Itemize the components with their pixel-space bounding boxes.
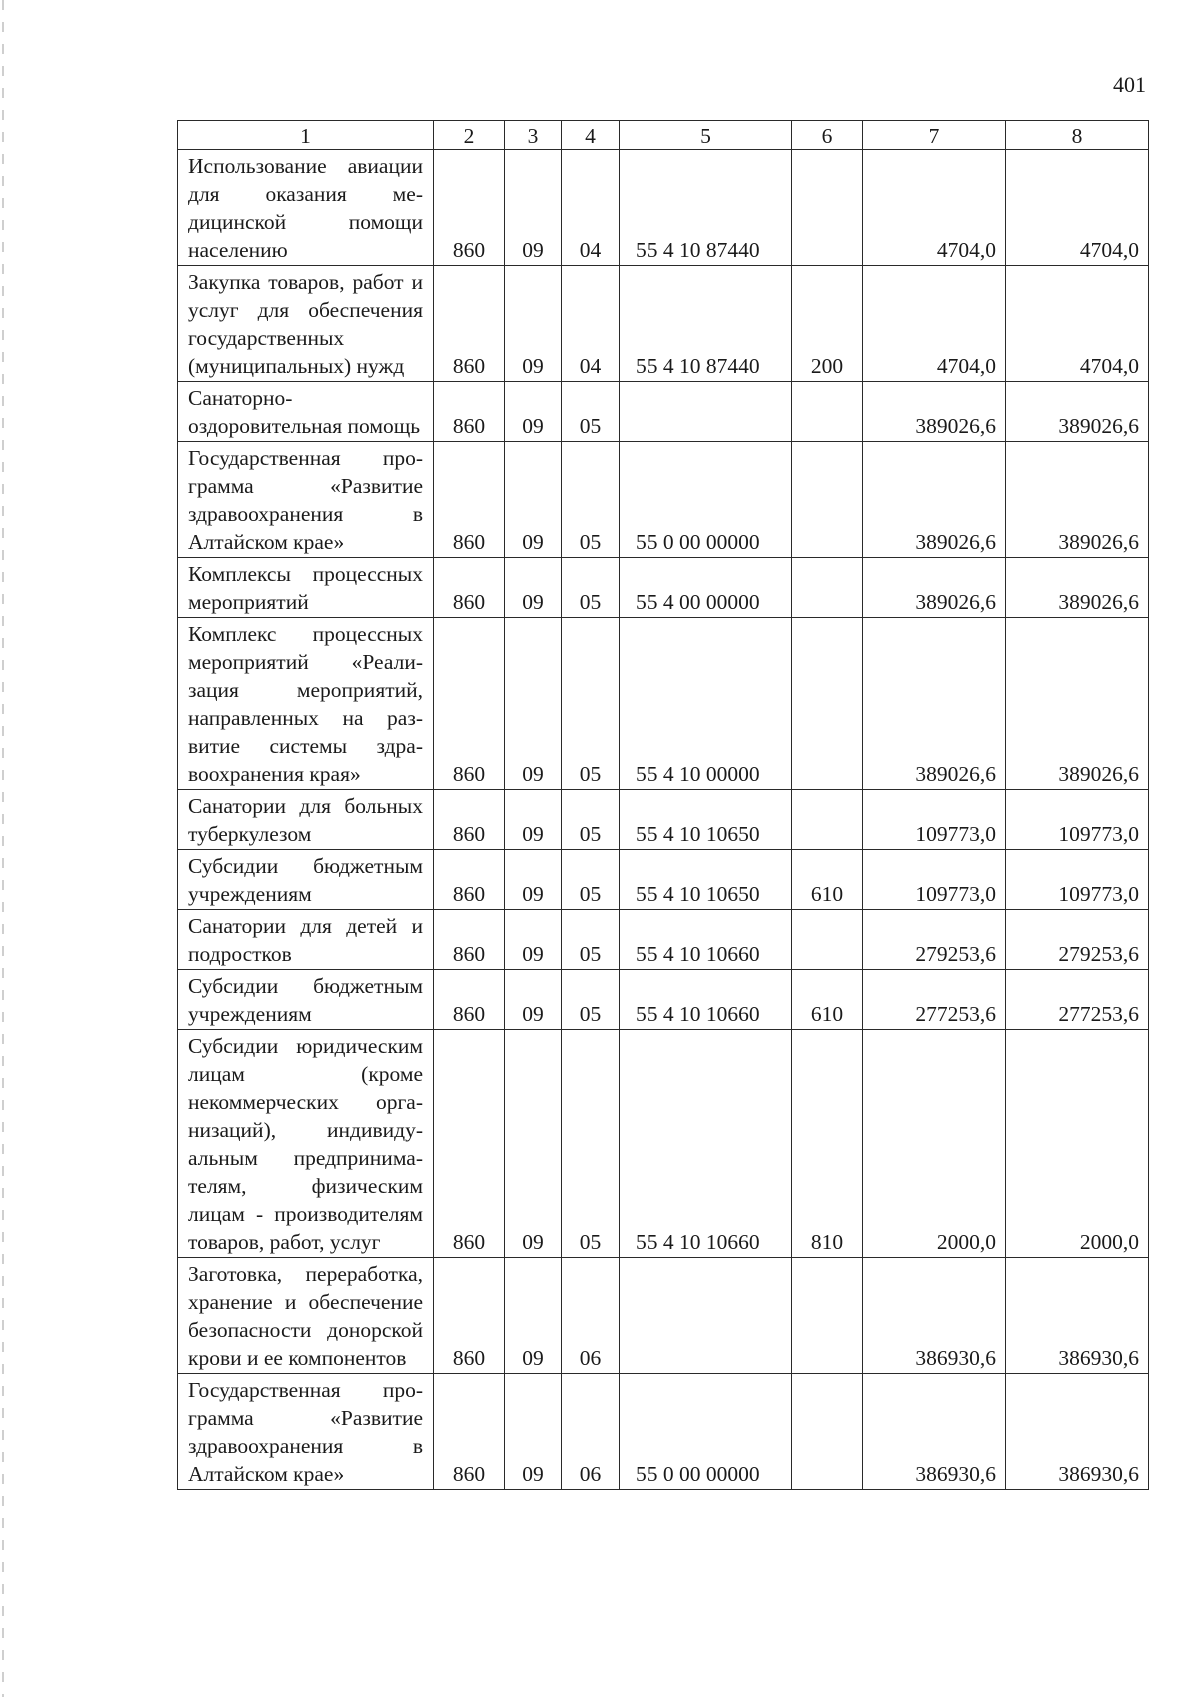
row-name-cell: Заготовка, переработка, хранение и обеспечение безопасности донорской крови и ее компонентов [178, 1258, 434, 1374]
header-cell-2: 2 [434, 121, 505, 150]
row-section-cell: 09 [505, 1258, 562, 1374]
row-name-cell: Комплекс процессных мероприятий «Реализация мероприятий, направленных на развитие системы здравоохранения края» [178, 618, 434, 790]
header-cell-1: 1 [178, 121, 434, 150]
row-amount-7-cell: 2000,0 [863, 1030, 1006, 1258]
row-target-article-cell [620, 1258, 792, 1374]
row-expense-type-cell: 200 [792, 266, 863, 382]
row-name-cell: Санатории для детей и подростков [178, 910, 434, 970]
row-subsection-cell: 05 [562, 618, 620, 790]
row-name-cell: Субсидии юридическим лицам (кроме некоммерческих организаций), индивидуальным предпринимателям, физическим лицам - производителям товаров, работ, услуг [178, 1030, 434, 1258]
row-subsection-cell: 05 [562, 558, 620, 618]
header-cell-3: 3 [505, 121, 562, 150]
table-row [178, 266, 1149, 382]
row-section-cell: 09 [505, 618, 562, 790]
row-amount-8-cell: 2000,0 [1006, 1030, 1149, 1258]
row-expense-type-cell: 610 [792, 850, 863, 910]
header-cell-8: 8 [1006, 121, 1149, 150]
row-name-cell: Санаторно- оздоровительная помощь [178, 382, 434, 442]
row-section-cell: 09 [505, 382, 562, 442]
table-row [178, 1030, 1149, 1258]
row-amount-8-cell: 386930,6 [1006, 1258, 1149, 1374]
row-target-article-cell: 55 4 10 10660 [620, 970, 792, 1030]
row-name-cell: Комплексы процессных мероприятий [178, 558, 434, 618]
row-expense-type-cell [792, 558, 863, 618]
table-row [178, 1258, 1149, 1374]
row-amount-8-cell: 389026,6 [1006, 558, 1149, 618]
table-row [178, 850, 1149, 910]
row-expense-type-cell [792, 1258, 863, 1374]
row-name-cell: Санатории для больных туберкулезом [178, 790, 434, 850]
row-section-cell: 09 [505, 910, 562, 970]
row-subsection-cell: 05 [562, 850, 620, 910]
row-amount-7-cell: 386930,6 [863, 1258, 1006, 1374]
row-amount-7-cell: 109773,0 [863, 850, 1006, 910]
row-expense-type-cell [792, 1374, 863, 1490]
row-subsection-cell: 04 [562, 266, 620, 382]
row-amount-7-cell: 389026,6 [863, 618, 1006, 790]
row-subsection-cell: 06 [562, 1258, 620, 1374]
table-row [178, 1374, 1149, 1490]
row-grbs-cell: 860 [434, 850, 505, 910]
row-section-cell: 09 [505, 442, 562, 558]
row-section-cell: 09 [505, 1030, 562, 1258]
row-target-article-cell: 55 4 10 87440 [620, 266, 792, 382]
row-name-cell: Субсидии бюджетным учреждениям [178, 970, 434, 1030]
row-section-cell: 09 [505, 790, 562, 850]
row-target-article-cell [620, 382, 792, 442]
row-amount-7-cell: 4704,0 [863, 150, 1006, 266]
row-grbs-cell: 860 [434, 382, 505, 442]
row-expense-type-cell [792, 910, 863, 970]
row-amount-7-cell: 109773,0 [863, 790, 1006, 850]
row-subsection-cell: 06 [562, 1374, 620, 1490]
table-row [178, 790, 1149, 850]
table-body [178, 150, 1149, 1490]
row-target-article-cell: 55 0 00 00000 [620, 442, 792, 558]
row-amount-7-cell: 277253,6 [863, 970, 1006, 1030]
row-subsection-cell: 05 [562, 790, 620, 850]
row-grbs-cell: 860 [434, 266, 505, 382]
row-target-article-cell: 55 4 10 10660 [620, 910, 792, 970]
row-amount-8-cell: 389026,6 [1006, 382, 1149, 442]
row-amount-7-cell: 389026,6 [863, 558, 1006, 618]
row-amount-7-cell: 389026,6 [863, 382, 1006, 442]
row-subsection-cell: 05 [562, 970, 620, 1030]
row-grbs-cell: 860 [434, 910, 505, 970]
row-amount-7-cell: 279253,6 [863, 910, 1006, 970]
header-cell-5: 5 [620, 121, 792, 150]
row-grbs-cell: 860 [434, 150, 505, 266]
row-amount-7-cell: 386930,6 [863, 1374, 1006, 1490]
header-cell-4: 4 [562, 121, 620, 150]
row-amount-8-cell: 4704,0 [1006, 266, 1149, 382]
row-amount-8-cell: 389026,6 [1006, 442, 1149, 558]
row-subsection-cell: 05 [562, 1030, 620, 1258]
row-grbs-cell: 860 [434, 442, 505, 558]
row-section-cell: 09 [505, 1374, 562, 1490]
table-row [178, 150, 1149, 266]
row-grbs-cell: 860 [434, 970, 505, 1030]
row-amount-8-cell: 109773,0 [1006, 850, 1149, 910]
row-name-cell: Государственная программа «Развитие здравоохранения в Алтайском крае» [178, 442, 434, 558]
row-expense-type-cell [792, 150, 863, 266]
table-row [178, 382, 1149, 442]
row-amount-7-cell: 389026,6 [863, 442, 1006, 558]
row-subsection-cell: 05 [562, 910, 620, 970]
row-target-article-cell: 55 4 10 10650 [620, 850, 792, 910]
scan-edge-marks [2, 0, 4, 1697]
row-subsection-cell: 05 [562, 382, 620, 442]
row-section-cell: 09 [505, 970, 562, 1030]
row-amount-8-cell: 109773,0 [1006, 790, 1149, 850]
row-subsection-cell: 05 [562, 442, 620, 558]
row-expense-type-cell: 610 [792, 970, 863, 1030]
row-target-article-cell: 55 4 10 10660 [620, 1030, 792, 1258]
row-expense-type-cell [792, 442, 863, 558]
row-amount-8-cell: 279253,6 [1006, 910, 1149, 970]
header-cell-6: 6 [792, 121, 863, 150]
table-row [178, 910, 1149, 970]
row-grbs-cell: 860 [434, 1030, 505, 1258]
row-section-cell: 09 [505, 850, 562, 910]
table-row [178, 970, 1149, 1030]
table-row [178, 558, 1149, 618]
table-row [178, 618, 1149, 790]
row-target-article-cell: 55 4 10 10650 [620, 790, 792, 850]
budget-table [177, 120, 1149, 1490]
row-name-cell: Использование авиации для оказания медицинской помощи населению [178, 150, 434, 266]
row-amount-8-cell: 389026,6 [1006, 618, 1149, 790]
row-expense-type-cell [792, 790, 863, 850]
row-grbs-cell: 860 [434, 558, 505, 618]
row-expense-type-cell [792, 382, 863, 442]
row-name-cell: Закупка товаров, работ и услуг для обеспечения государственных (муниципальных) нужд [178, 266, 434, 382]
row-expense-type-cell [792, 618, 863, 790]
row-target-article-cell: 55 4 10 00000 [620, 618, 792, 790]
row-expense-type-cell: 810 [792, 1030, 863, 1258]
page-number: 401 [1113, 72, 1146, 97]
row-amount-8-cell: 277253,6 [1006, 970, 1149, 1030]
row-amount-7-cell: 4704,0 [863, 266, 1006, 382]
table-row [178, 442, 1149, 558]
row-section-cell: 09 [505, 150, 562, 266]
row-name-cell: Государственная программа «Развитие здравоохранения в Алтайском крае» [178, 1374, 434, 1490]
row-grbs-cell: 860 [434, 1258, 505, 1374]
table-header-row [178, 121, 1149, 150]
row-section-cell: 09 [505, 558, 562, 618]
row-amount-8-cell: 386930,6 [1006, 1374, 1149, 1490]
row-amount-8-cell: 4704,0 [1006, 150, 1149, 266]
row-name-cell: Субсидии бюджетным учреждениям [178, 850, 434, 910]
row-target-article-cell: 55 4 10 87440 [620, 150, 792, 266]
row-grbs-cell: 860 [434, 1374, 505, 1490]
row-subsection-cell: 04 [562, 150, 620, 266]
row-grbs-cell: 860 [434, 618, 505, 790]
row-section-cell: 09 [505, 266, 562, 382]
row-target-article-cell: 55 0 00 00000 [620, 1374, 792, 1490]
row-grbs-cell: 860 [434, 790, 505, 850]
row-target-article-cell: 55 4 00 00000 [620, 558, 792, 618]
header-cell-7: 7 [863, 121, 1006, 150]
